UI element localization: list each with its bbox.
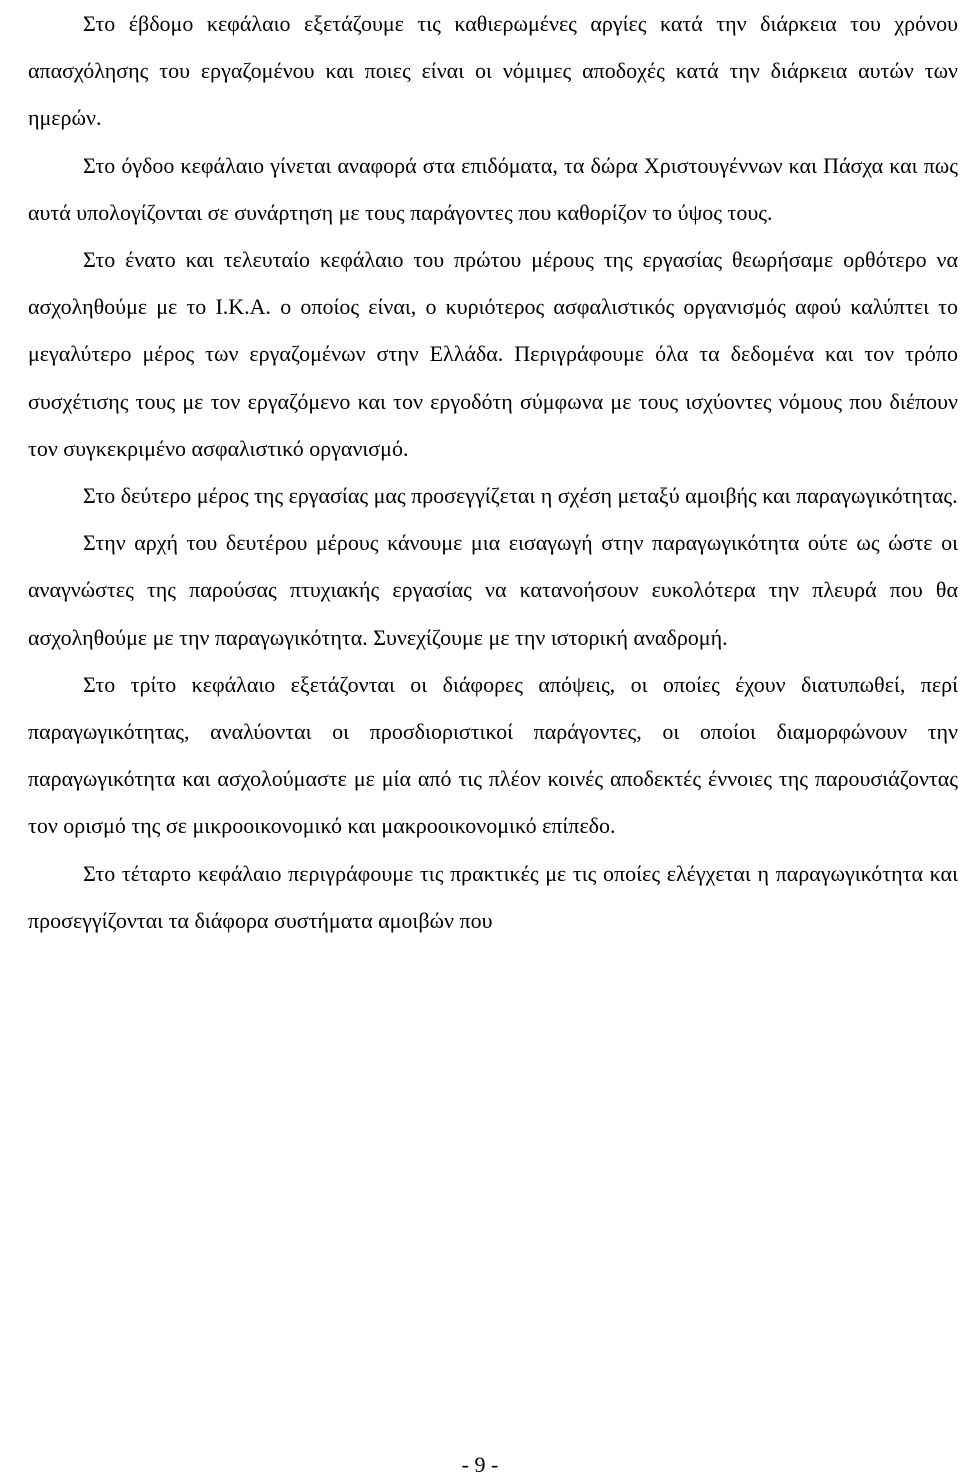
paragraph-chapter-4: Στο τέταρτο κεφάλαιο περιγράφουμε τις πρακτικές με τις οποίες ελέγχεται η παραγωγικότητα και προσεγγίζονται τα διάφορα συστήματα αμοιβών που xyxy=(28,860,958,933)
body-text xyxy=(28,0,958,944)
paragraph-chapter-7: Στο έβδομο κεφάλαιο εξετάζουμε τις καθιερωμένες αργίες κατά την διάρκεια του χρόνου απασχόλησης του εργαζομένου και ποιες είναι οι νόμιμες αποδοχές κατά την διάρκεια αυτών των ημερών. xyxy=(28,11,958,131)
paragraph-part-two-intro: Στην αρχή του δευτέρου μέρους κάνουμε μια εισαγωγή στην παραγωγικότητα ούτε ως ώστε οι αναγνώστες της παρούσας πτυχιακής εργασίας να κατανοήσουν ευκολότερα την πλευρά που θα ασχοληθούμε με την παραγωγικότητα. Συνεχίζουμε με την ιστορική αναδρομή. xyxy=(28,530,958,650)
page-number: - 9 - xyxy=(461,1452,499,1477)
paragraph-chapter-9: Στο ένατο και τελευταίο κεφάλαιο του πρώτου μέρους της εργασίας θεωρήσαμε ορθότερο να ασχοληθούμε με το Ι.Κ.Α. ο οποίος είναι, ο κυριότερος ασφαλιστικός οργανισμός αφού καλύπτει το μεγαλύτερο μέρος των εργαζομένων στην Ελλάδα. Περιγράφουμε όλα τα δεδομένα και τον τρόπο συσχέτισης τους με τον εργαζόμενο και τον εργοδότη σύμφωνα με τους ισχύοντες νόμους που διέπουν τον συγκεκριμένο ασφαλιστικό οργανισμό. xyxy=(28,247,958,461)
paragraph-part-two: Στο δεύτερο μέρος της εργασίας μας προσεγγίζεται η σχέση μεταξύ αμοιβής και παραγωγικότητας. xyxy=(83,483,958,509)
paragraph-chapter-8: Στο όγδοο κεφάλαιο γίνεται αναφορά στα επιδόματα, τα δώρα Χριστουγέννων και Πάσχα και πως αυτά υπολογίζονται σε συνάρτηση με τους παράγοντες που καθορίζον το ύψος τους. xyxy=(28,152,958,225)
paragraph-chapter-3: Στο τρίτο κεφάλαιο εξετάζονται οι διάφορες απόψεις, οι οποίες έχουν διατυπωθεί, περί παραγωγικότητας, αναλύονται οι προσδιοριστικοί παράγοντες, οι οποίοι διαμορφώνουν την παραγωγικότητα και ασχολούμαστε με μία από τις πλέον κοινές αποδεκτές έννοιες της παρουσιάζοντας τον ορισμό της σε μικροοικονομικό και μακροοικονομικό επίπεδο. xyxy=(28,671,958,839)
